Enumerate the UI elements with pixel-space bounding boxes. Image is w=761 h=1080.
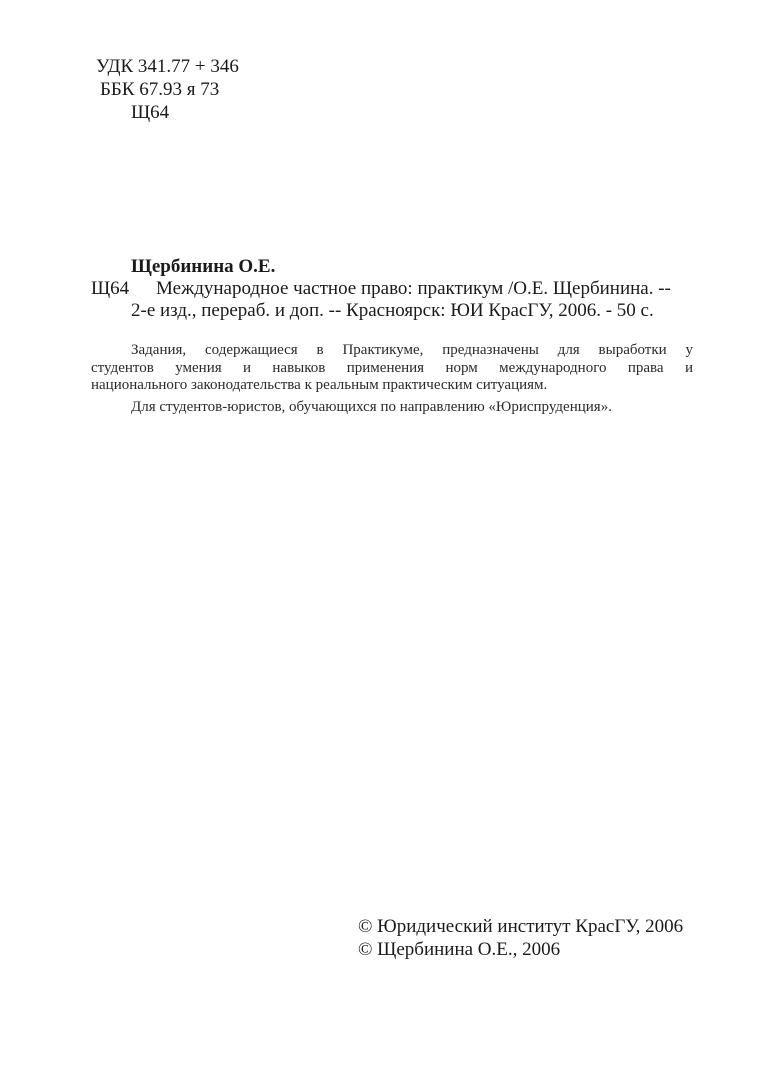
annotation-line-4: Для студентов-юристов, обучающихся по направлению «Юриспруденция». <box>131 399 612 415</box>
copyright-institute: © Юридический институт КрасГУ, 2006 <box>358 916 684 937</box>
copyright-author: © Щербинина О.Е., 2006 <box>358 939 561 960</box>
annotation-line-3: национального законодательства к реальным практическим ситуациям. <box>91 377 548 393</box>
udk-code: УДК 341.77 + 346 <box>96 56 239 77</box>
author-name: Щербинина О.Е. <box>131 256 276 277</box>
book-title-line: Международное частное право: практикум /О.Е. Щербинина. -- <box>156 278 671 299</box>
annotation-line-2: студентов умения и навыков применения норм международного права и <box>91 360 693 376</box>
author-mark-top: Щ64 <box>131 102 170 123</box>
edition-line: 2-е изд., перераб. и доп. -- Красноярск: ЮИ КрасГУ, 2006. - 50 с. <box>131 300 654 321</box>
annotation-line-1: Задания, содержащиеся в Практикуме, предназначены для выработки у <box>131 342 693 358</box>
bbk-code: ББК 67.93 я 73 <box>100 79 220 100</box>
author-mark: Щ64 <box>91 278 130 299</box>
